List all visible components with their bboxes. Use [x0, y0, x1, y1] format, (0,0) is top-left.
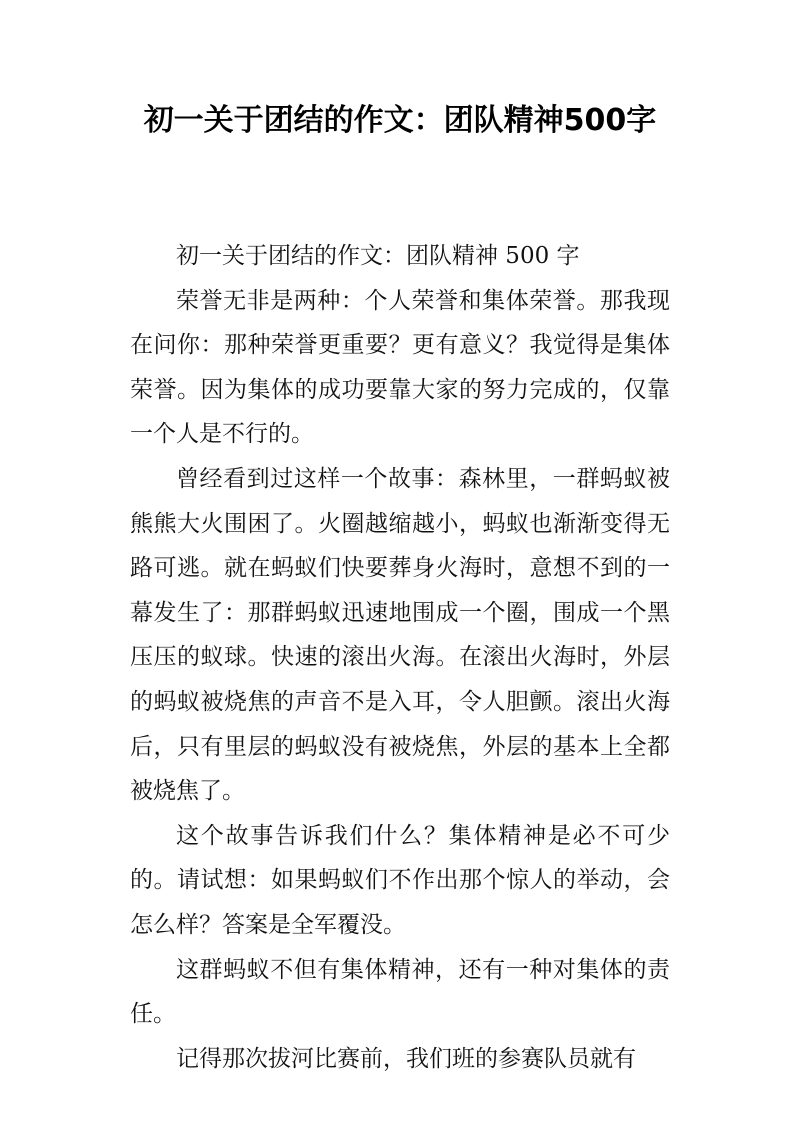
document-body: [130, 234, 670, 1081]
paragraph: 初一关于团结的作文：团队精神 500 字: [176, 243, 580, 269]
paragraph: 记得那次拔河比赛前，我们班的参赛队员就有: [176, 1045, 636, 1072]
paragraph: 这群蚂蚁不但有集体精神，还有一种对集体的责任。: [130, 956, 670, 1028]
paragraph: 荣誉无非是两种：个人荣誉和集体荣誉。那我现在问你：那种荣誉更重要？更有意义？我觉得是集体荣誉。因为集体的成功要靠大家的努力完成的，仅靠一个人是不行的。: [130, 287, 670, 448]
paragraph: 这个故事告诉我们什么？集体精神是必不可少的。请试想：如果蚂蚁们不作出那个惊人的举动，会怎么样？答案是全军覆没。: [130, 822, 670, 938]
paragraph: 曾经看到过这样一个故事：森林里，一群蚂蚁被熊熊大火围困了。火圈越缩越小，蚂蚁也渐渐变得无路可逃。就在蚂蚁们快要葬身火海时，意想不到的一幕发生了：那群蚂蚁迅速地围成一个圈，围成一个黑压压的蚁球。快速的滚出火海。在滚出火海时，外层的蚂蚁被烧焦的声音不是入耳，令人胆颤。滚出火海后，只有里层的蚂蚁没有被烧焦，外层的基本上全都被烧焦了。: [130, 465, 670, 805]
document-title: 初一关于团结的作文：团队精神500字: [143, 103, 657, 138]
